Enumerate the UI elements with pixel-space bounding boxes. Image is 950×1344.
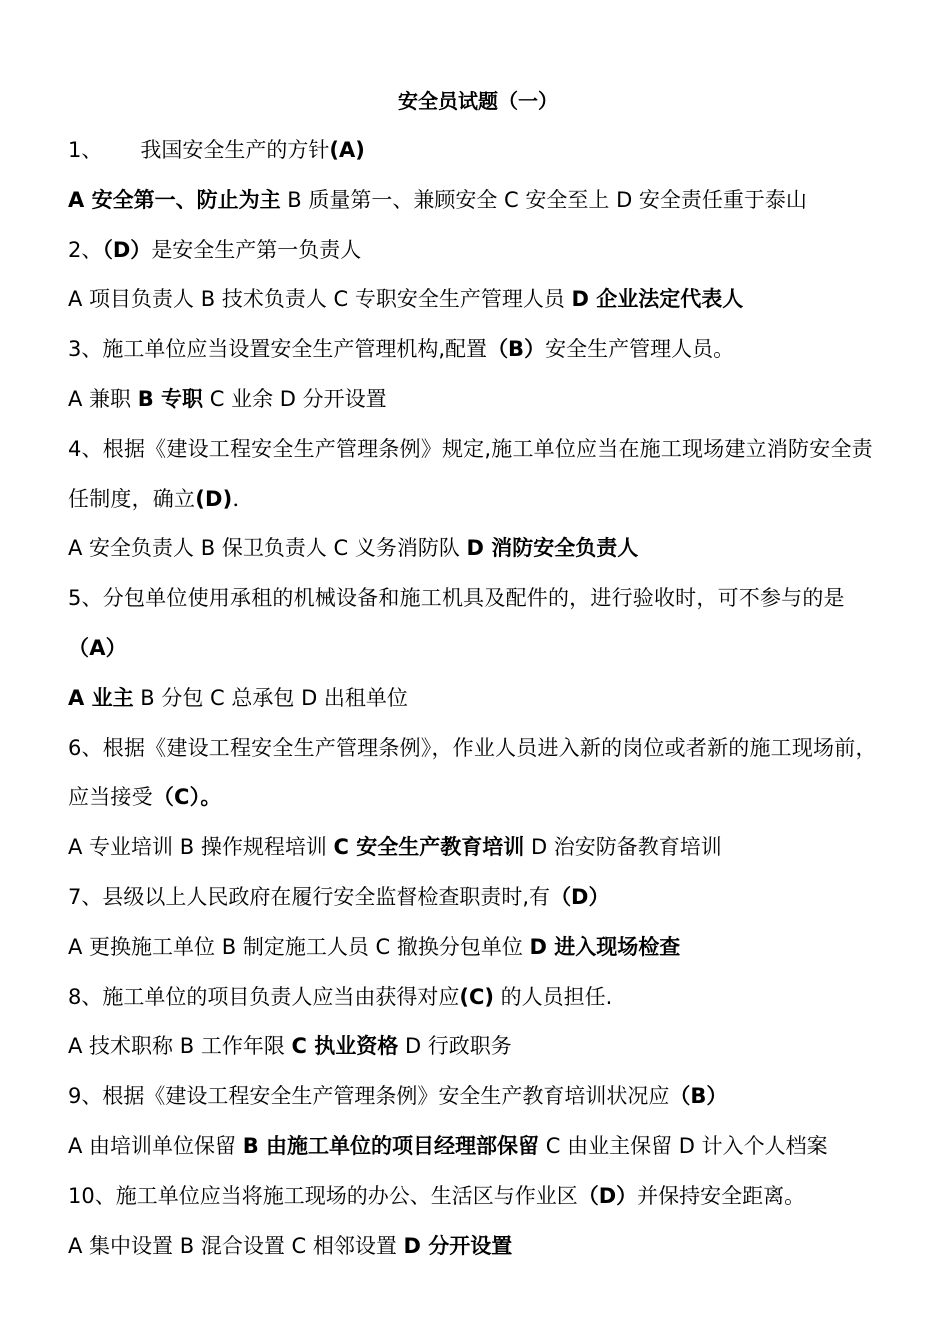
question-text: ． (232, 486, 254, 511)
question-2-options (68, 275, 888, 325)
option: B 质量第一、兼顾安全 (287, 187, 498, 212)
option-correct: D 进入现场检查 (529, 934, 681, 959)
option: D 安全责任重于泰山 (616, 187, 807, 212)
question-text: 根据《建设工程安全生产管理条例》，作业人员进入新的岗位或者新的施工现场前，应当接受 (68, 735, 877, 810)
option: C 安全至上 (504, 187, 610, 212)
option: A 集中设置 (68, 1233, 174, 1258)
option-correct: B 专职 (137, 386, 204, 411)
question-3-stem (68, 325, 888, 375)
option-correct: D 分开设置 (403, 1233, 513, 1258)
question-number: 4、 (68, 436, 103, 461)
question-number: 3、 (68, 337, 103, 362)
answer-key: （D） (102, 237, 152, 262)
option: B 分包 (140, 685, 204, 710)
option: D 计入个人档案 (678, 1133, 828, 1158)
option: C 义务消防队 (333, 536, 460, 561)
question-7-options (68, 923, 888, 973)
question-8-stem (68, 973, 888, 1023)
option: B 制定施工人员 (221, 934, 369, 959)
option: A 专业培训 (68, 835, 174, 860)
question-text: 我国安全生产的方针 (140, 138, 330, 162)
option: C 业余 (209, 386, 274, 411)
option: C 专职安全生产管理人员 (333, 287, 565, 312)
question-text: 分包单位使用承租的机械设备和施工机具及配件的，进行验收时，可不参与的是 (102, 586, 845, 611)
question-6-stem (68, 724, 888, 824)
question-text: 根据《建设工程安全生产管理条例》安全生产教育培训状况应 (102, 1084, 670, 1109)
question-8-options (68, 1022, 888, 1072)
answer-key: （A） (68, 635, 127, 660)
question-5-options (68, 674, 888, 724)
option: D 治安防备教育培训 (530, 835, 722, 860)
question-text: 施工单位的项目负责人应当由获得对应 (102, 984, 460, 1009)
question-text: 根据《建设工程安全生产管理条例》规定,施工单位应当在施工现场建立消防安全责任制度，确立 (68, 436, 873, 511)
question-1-options (68, 176, 888, 226)
question-6-options (68, 823, 888, 873)
answer-key: （C）。 (152, 785, 222, 810)
question-2-stem (68, 226, 888, 276)
answer-key: （B） (487, 337, 546, 362)
question-text: 安全生产管理人员。 (545, 337, 735, 362)
option-correct: C 安全生产教育培训 (333, 835, 525, 860)
document-page (68, 76, 888, 1271)
answer-key: （B） (669, 1084, 728, 1109)
answer-key: （D） (577, 1183, 638, 1208)
option-correct: A 安全第一、防止为主 (68, 187, 281, 212)
question-text: 是安全生产第一负责人 (151, 237, 362, 262)
option: C 相邻设置 (291, 1233, 397, 1258)
option: C 总承包 (210, 685, 295, 710)
option: C 由业主保留 (545, 1133, 673, 1158)
answer-key: （D） (550, 884, 610, 909)
question-3-options (68, 375, 888, 425)
question-number: 8、 (68, 984, 103, 1009)
question-9-stem (68, 1072, 888, 1122)
option: D 行政职务 (404, 1034, 512, 1059)
question-text: 县级以上人民政府在履行安全监督检查职责时,有 (102, 884, 551, 909)
question-1-stem (68, 126, 888, 176)
question-number: 2、 (68, 237, 103, 262)
question-number: 6、 (68, 735, 103, 760)
option: B 技术负责人 (200, 287, 327, 312)
option: A 项目负责人 (68, 287, 195, 312)
option-correct: D 企业法定代表人 (571, 287, 744, 312)
question-text: 施工单位应当将施工现场的办公、生活区与作业区 (115, 1183, 578, 1208)
option: D 出租单位 (301, 685, 408, 710)
question-number: 10、 (68, 1183, 116, 1208)
answer-key: (A) (329, 138, 365, 162)
question-text: 施工单位应当设置安全生产管理机构,配置 (102, 337, 488, 362)
question-5-stem (68, 574, 888, 674)
option: C 撤换分包单位 (375, 934, 523, 959)
page-title: 安全员试题（一） (398, 89, 558, 113)
option: B 工作年限 (179, 1034, 285, 1059)
option: B 混合设置 (179, 1233, 285, 1258)
question-number: 1、 (68, 138, 103, 162)
option: D 分开设置 (279, 386, 387, 411)
question-number: 5、 (68, 586, 103, 611)
question-4-stem (68, 425, 888, 525)
option-correct: A 业主 (68, 685, 134, 710)
option: A 安全负责人 (68, 536, 195, 561)
question-number: 7、 (68, 884, 103, 909)
option: A 更换施工单位 (68, 934, 216, 959)
question-4-options (68, 524, 888, 574)
option-correct: C 执业资格 (291, 1034, 399, 1059)
option-correct: D 消防安全负责人 (466, 536, 639, 561)
answer-key: (D) (195, 486, 233, 511)
question-10-stem (68, 1172, 888, 1222)
option: B 保卫负责人 (200, 536, 327, 561)
question-7-stem (68, 873, 888, 923)
option: B 操作规程培训 (179, 835, 327, 860)
question-number: 9、 (68, 1084, 103, 1109)
option-correct: B 由施工单位的项目经理部保留 (242, 1133, 540, 1158)
question-9-options (68, 1122, 888, 1172)
answer-key: (C) (459, 984, 494, 1009)
option: A 兼职 (68, 386, 132, 411)
question-text: 并保持安全距离。 (637, 1183, 806, 1208)
question-10-options (68, 1222, 888, 1272)
option: A 由培训单位保留 (68, 1133, 237, 1158)
option: A 技术职称 (68, 1034, 174, 1059)
question-text: 的人员担任. (500, 984, 613, 1009)
